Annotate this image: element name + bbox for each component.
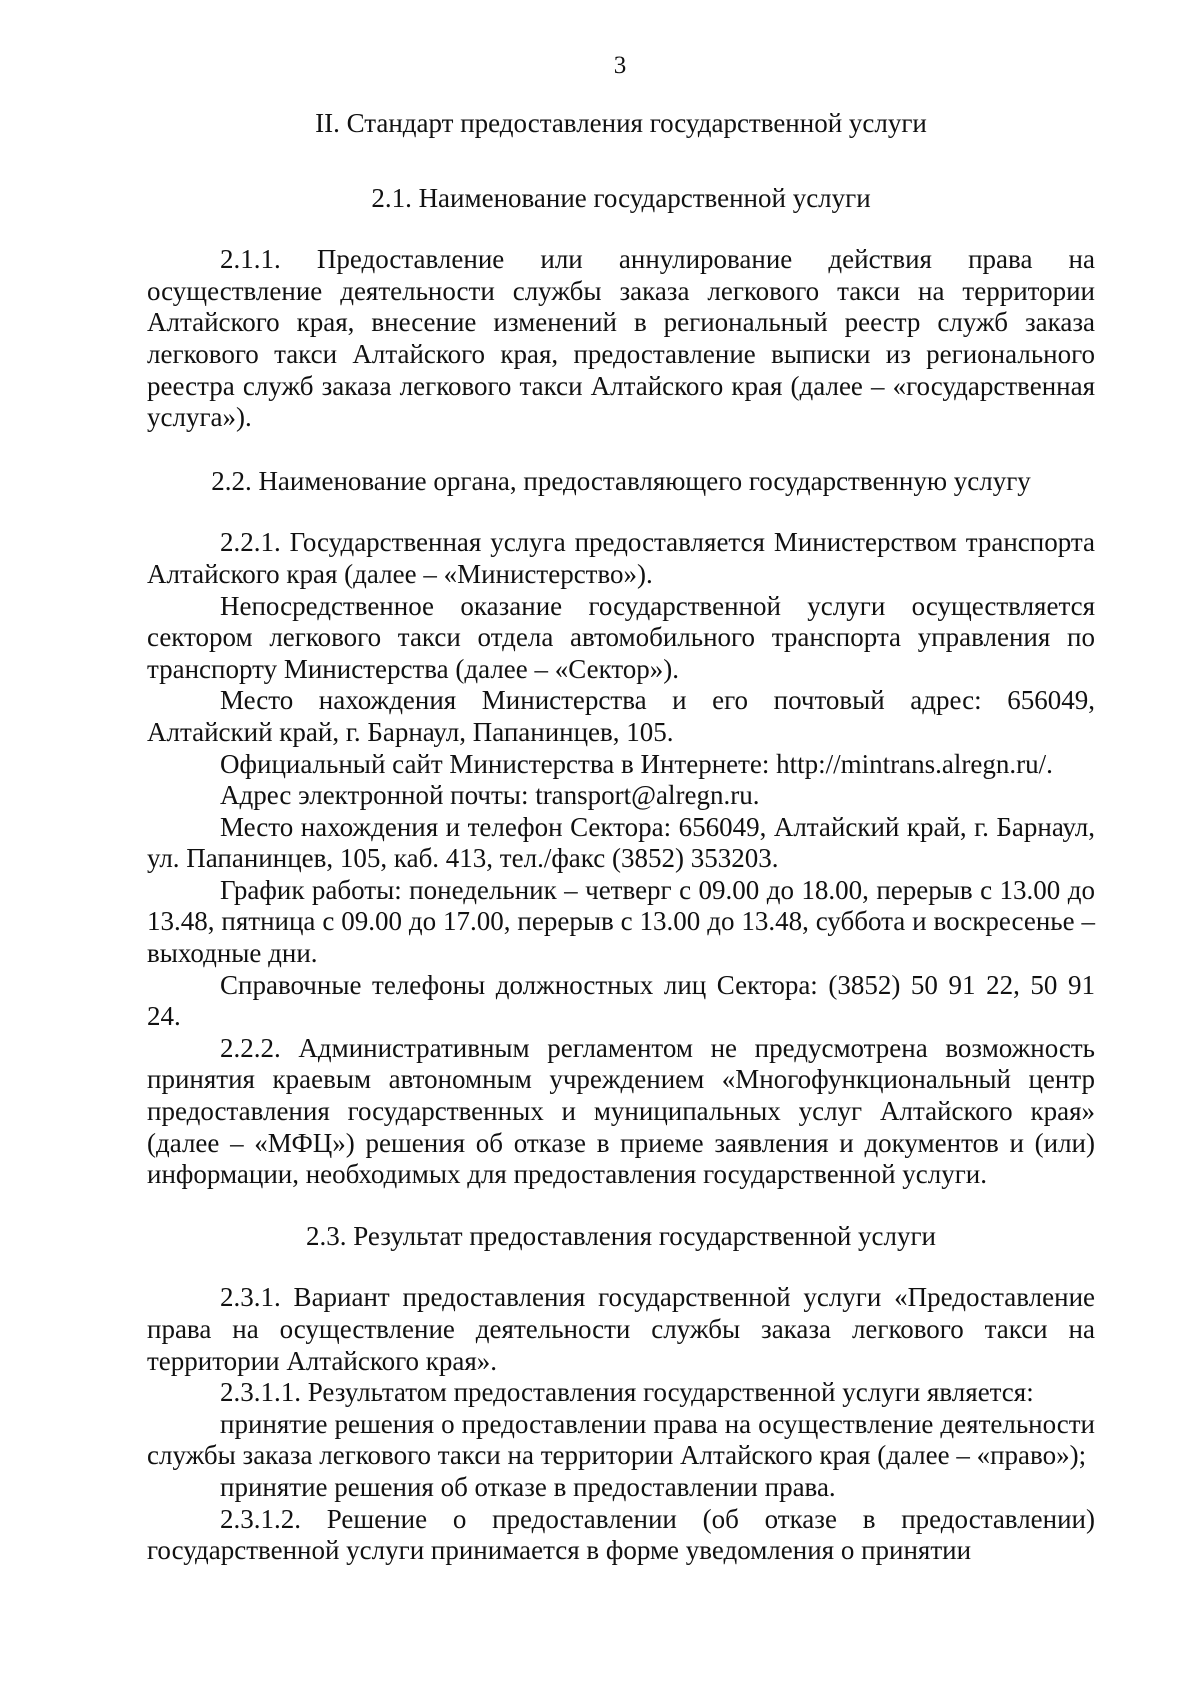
- paragraph: Официальный сайт Министерства в Интернете: http://mintrans.alregn.ru/.: [220, 748, 1053, 779]
- document-body: [147, 108, 1095, 1567]
- paragraph: Справочные телефоны должностных лиц Сектора: (3852) 50 91 22, 50 91 24.: [147, 969, 1095, 1032]
- paragraph: принятие решения об отказе в предоставлении права.: [220, 1471, 836, 1502]
- paragraph: График работы: понедельник – четверг с 09.00 до 18.00, перерыв с 13.00 до 13.48, пятница с 09.00 до 17.00, перерыв с 13.00 до 13.48, суббота и воскресенье – выходные дни.: [147, 874, 1095, 969]
- paragraph: Непосредственное оказание государственной услуги осуществляется сектором легкового такси отдела автомобильного транспорта управления по транспорту Министерства (далее – «Сектор»).: [147, 590, 1095, 684]
- paragraph: 2.1.1. Предоставление или аннулирование действия права на осуществление деятельности службы заказа легкового такси на территории Алтайского края, внесение изменений в региональный реестр служб заказа легкового такси Алтайского края, предоставление выписки из регионального реестра служб заказа легкового такси Алтайского края (далее – «государственная услуга»).: [147, 244, 1095, 433]
- subsection-title-2-2: 2.2. Наименование органа, предоставляющего государственную услугу: [211, 465, 1031, 496]
- paragraph: 2.3.1.2. Решение о предоставлении (об отказе в предоставлении) государственной услуги принимается в форме уведомления о принятии: [147, 1503, 1095, 1566]
- paragraph: Место нахождения Министерства и его почтовый адрес: 656049, Алтайский край, г. Барнаул, Папанинцев, 105.: [147, 685, 1095, 747]
- paragraph: 2.2.1. Государственная услуга предоставляется Министерством транспорта Алтайского края (далее – «Министерство»).: [147, 527, 1095, 589]
- paragraph: 2.3.1. Вариант предоставления государственной услуги «Предоставление права на осуществление деятельности службы заказа легкового такси на территории Алтайского края».: [147, 1282, 1095, 1376]
- paragraph: 2.3.1.1. Результатом предоставления государственной услуги является:: [220, 1377, 1034, 1408]
- subsection-title-2-1: 2.1. Наименование государственной услуги: [371, 182, 871, 213]
- paragraph: Адрес электронной почты: transport@alregn.ru.: [220, 780, 760, 811]
- paragraph: принятие решения о предоставлении права на осуществление деятельности службы заказа легкового такси на территории Алтайского края (далее – «право»);: [147, 1408, 1095, 1471]
- section-title: II. Стандарт предоставления государственной услуги: [315, 108, 927, 138]
- subsection-title-2-3: 2.3. Результат предоставления государственной услуги: [305, 1220, 937, 1251]
- page-number: 3: [613, 52, 627, 79]
- paragraph: Место нахождения и телефон Сектора: 656049, Алтайский край, г. Барнаул, ул. Папанинцев, 105, каб. 413, тел./факс (3852) 353203.: [147, 811, 1095, 874]
- paragraph: 2.2.2. Административным регламентом не предусмотрена возможность принятия краевым автономным учреждением «Многофункциональный центр предоставления государственных и муниципальных услуг Алтайского края» (далее – «МФЦ») решения об отказе в приеме заявления и документов и (или) информации, необходимых для предоставления государственной услуги.: [147, 1032, 1095, 1190]
